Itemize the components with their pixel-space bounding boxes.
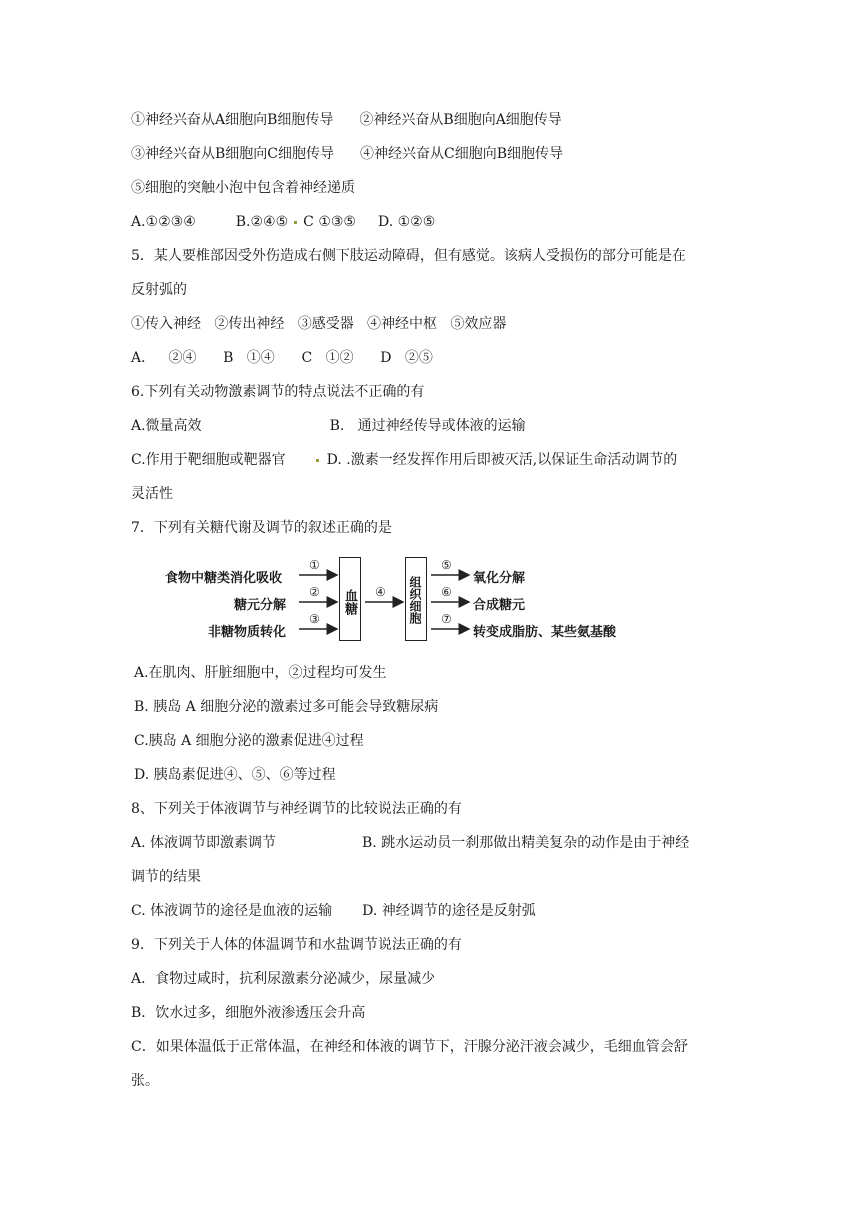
- q7-answer-b: B. 胰岛 A 细胞分泌的激素过多可能会导致糖尿病: [134, 699, 439, 715]
- answer-b: B.②④⑤: [235, 214, 289, 230]
- q5-answers: A． ②④ B ①④ C ①② D ②⑤: [131, 350, 433, 366]
- option-5: ⑤细胞的突触小泡中包含着神经递质: [131, 180, 355, 196]
- q6-ab: [131, 416, 526, 436]
- q9-answer-b: B．饮水过多，细胞外液渗透压会升高: [131, 1005, 366, 1021]
- q9-answer-c-cont: 张。: [131, 1073, 159, 1089]
- option-3: ③神经兴奋从B细胞向C细胞传导: [131, 146, 334, 162]
- q4-answers: [131, 212, 435, 232]
- q6-stem: 6.下列有关动物激素调节的特点说法不正确的有: [131, 384, 425, 400]
- answer-d: D. ①②⑤: [377, 214, 436, 230]
- line-1: [131, 110, 562, 130]
- q7-answer-c: C.胰岛 A 细胞分泌的激素促进④过程: [134, 733, 364, 749]
- option-1: ①神经兴奋从A细胞向B细胞传导: [131, 112, 334, 128]
- step-3: ③: [309, 612, 320, 626]
- q8-cd: [131, 901, 536, 921]
- source-glycogenolysis: 糖元分解: [234, 598, 287, 613]
- source-digestion: 食物中糖类消化吸收: [165, 571, 283, 586]
- step-1: ①: [309, 558, 320, 572]
- q6-cd: [131, 450, 677, 470]
- q7-answer-d: D. 胰岛素促进④、⑤、⑥等过程: [134, 767, 336, 783]
- q5-stem-cont: 反射弧的: [131, 282, 187, 298]
- q6-answer-d: D. .激素一经发挥作用后即被灭活,以保证生命活动调节的: [326, 452, 678, 468]
- q7-answer-a: A.在肌肉、肝脏细胞中，②过程均可发生: [134, 665, 387, 681]
- blood-glucose-box: 血糖: [339, 557, 361, 641]
- source-gluconeogenesis: 非糖物质转化: [208, 625, 287, 640]
- q6-answer-c: C.作用于靶细胞或靶器官: [131, 452, 286, 468]
- outcome-oxidation: 氧化分解: [473, 571, 526, 586]
- answer-a: A.①②③④: [131, 214, 196, 230]
- q8-answer-c: C. 体液调节的途径是血液的运输: [131, 903, 333, 919]
- step-6: ⑥: [441, 585, 452, 599]
- glucose-metabolism-diagram: [165, 555, 635, 650]
- q9-answer-a: A．食物过咸时，抗利尿激素分泌减少，尿量减少: [131, 971, 436, 987]
- q8-answer-d: D. 神经调节的途径是反射弧: [362, 903, 536, 919]
- q8-ab: [131, 833, 689, 853]
- q6-d-cont: 灵活性: [131, 486, 173, 502]
- q6-answer-b: B. 通过神经传导或体液的运输: [329, 418, 526, 434]
- q9-stem: 9．下列关于人体的体温调节和水盐调节说法正确的有: [131, 937, 462, 953]
- q6-answer-a: A.微量高效: [131, 418, 202, 434]
- q9-answer-c: C．如果体温低于正常体温，在神经和体液的调节下，汗腺分泌汗液会减少，毛细血管会舒: [131, 1039, 688, 1055]
- q8-answer-a: A. 体液调节即激素调节: [131, 835, 277, 851]
- option-2: ②神经兴奋从B细胞向A细胞传导: [359, 112, 562, 128]
- option-4: ④神经兴奋从C细胞向B细胞传导: [360, 146, 563, 162]
- q8-answer-b: B. 跳水运动员一刹那做出精美复杂的动作是由于神经: [362, 835, 690, 851]
- step-7: ⑦: [441, 612, 452, 626]
- answer-c: C ①③⑤: [303, 214, 356, 230]
- outcome-glycogen: 合成糖元: [473, 598, 526, 613]
- tissue-cell-box: 组织细胞: [405, 557, 427, 641]
- outcome-fat-amino: 转变成脂肪、某些氨基酸: [473, 625, 617, 640]
- q8-stem: 8、下列关于体液调节与神经调节的比较说法正确的有: [131, 801, 462, 817]
- step-2: ②: [309, 585, 320, 599]
- dot-mark: [294, 221, 297, 224]
- step-4: ④: [375, 585, 386, 599]
- dot-mark: [316, 459, 319, 462]
- step-5: ⑤: [441, 558, 452, 572]
- q7-stem: 7．下列有关糖代谢及调节的叙述正确的是: [131, 520, 392, 536]
- q8-b-cont: 调节的结果: [131, 869, 201, 885]
- q5-stem: 5．某人要椎部因受外伤造成右侧下肢运动障碍，但有感觉。该病人受损伤的部分可能是在: [131, 248, 686, 264]
- line-2: [131, 144, 563, 164]
- q5-options: ①传入神经 ②传出神经 ③感受器 ④神经中枢 ⑤效应器: [131, 316, 507, 332]
